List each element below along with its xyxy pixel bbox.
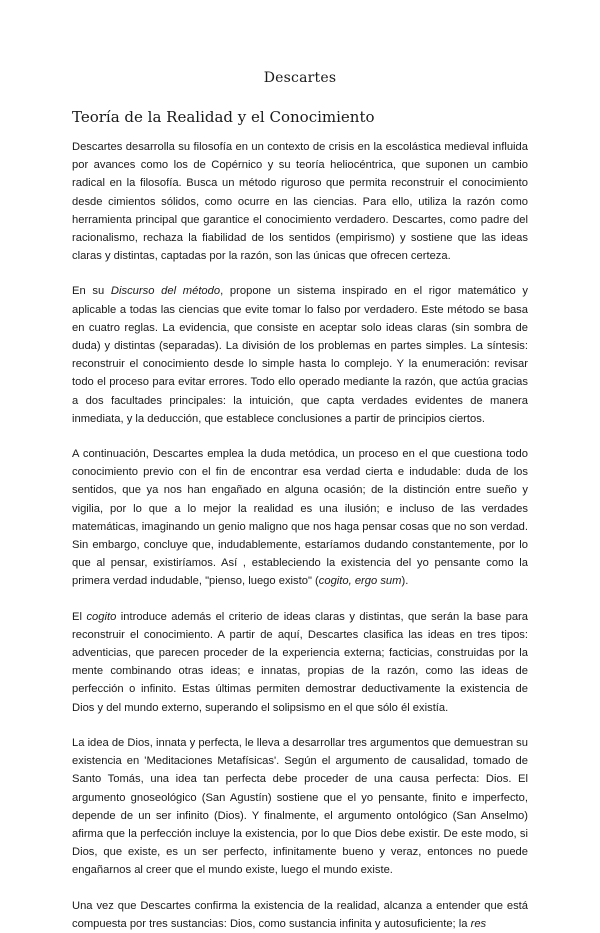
paragraph-cogito [72,608,528,717]
document-title: Descartes [263,70,337,86]
paragraph-doubt [72,445,528,591]
paragraph-text: En su [72,285,111,298]
paragraph-text: La idea de Dios, innata y perfecta, le lleva a desarrollar tres argumentos que demuestran su existencia en 'Meditaciones Metafísicas'. Según el argumento de causalidad, tomado de Santo Tomás, una idea tan perfecta debe proceder de una causa perfecta: Dios. El argumento gnoseológico (San Agustín) sostiene que el yo pensante, finito e imperfecto, depende de un ser infinito (Dios). Y finalmente, el argumento ontológico (San Anselmo) afirma que la perfección incluye la existencia, por lo que Dios debe existir. De este modo, si Dios, que existe, es un ser perfecto, infinitamente bueno y veraz, entonces no puede engañarnos al creer que el mundo existe, luego el mundo existe. [72,736,528,877]
paragraph-text: Descartes desarrolla su filosofía en un contexto de crisis en la escolástica medieval influida por avances como los de Copérnico y su teoría heliocéntrica, que suponen un cambio radical en la filosofía. Busca un método riguroso que permita reconstruir el conocimiento desde cimientos sólidos, como ocurre en las ciencias. Para ello, utiliza la razón como herramienta principal que garantice el conocimiento verdadero. Descartes, como padre del racionalismo, rechaza la fiabilidad de los sentidos (empirismo) y sostiene que las ideas claras y distintas, captadas por la razón, son las únicas que ofrecen certeza. [72,141,528,263]
paragraph-god [72,734,528,880]
latin-term: cogito [86,610,117,623]
document-body [72,138,528,933]
paragraph-method [72,282,528,428]
paragraph-text: El [72,610,87,623]
paragraph-text: introduce además el criterio de ideas claras y distintas, que serán la base para reconstruir el conocimiento. A partir de aquí, Descartes clasifica las ideas en tres tipos: adventicias, que parecen proceder de la experiencia externa; facticias, construidas por la mente combinando otras ideas; e innatas, propias de la razón, como las ideas de perfección o infinito. Estas últimas permiten demostrar deductivamente la existencia de Dios y del mundo externo, superando el solipsismo en el que sólo él existía. [72,610,528,714]
paragraph-text: Una vez que Descartes confirma la existencia de la realidad, alcanza a entender que está compuesta por tres sustancias: Dios, como sustancia infinita y autosuficiente; la [72,899,528,930]
paragraph-text: , propone un sistema inspirado en el rigor matemático y aplicable a todas las ciencias que evite tomar lo falso por verdadero. Este método se basa en cuatro reglas. La evidencia, que consiste en aceptar solo ideas claras (sin sombra de duda) y distintas (separadas). La división de los problemas en partes simples. La síntesis: reconstruir el conocimiento desde lo simple hasta lo complejo. Y la enumeración: revisar todo el proceso para evitar errores. Todo ello operado mediante la razón, que actúa gracias a dos facultades principales: la intuición, que capta verdades evidentes de manera inmediata, y la deducción, que establece conclusiones a partir de principios ciertos. [72,285,528,425]
latin-phrase: cogito, ergo sum [318,575,402,588]
book-title: Discurso del método [110,285,221,298]
paragraph-text: A continuación, Descartes emplea la duda metódica, un proceso en el que cuestiona todo conocimiento previo con el fin de encontrar esa verdad cierta e indudable: duda de los sentidos, que ya nos han engañado en alguna ocasión; de la distinción entre sueño y vigilia, por lo que a lo mejor la realidad es una ilusión; e incluso de las verdades matemáticas, imaginando un genio maligno que nos haga pensar cosas que no son verdad. Sin embargo, concluye que, indudablemente, estaríamos dudando constantemente, por lo que al pensar, existiríamos. Así , estableciendo la existencia del yo pensante como la primera verdad indudable, "pienso, luego existo" ( [72,448,528,588]
latin-term: res [470,917,487,930]
paragraph-substances [72,897,528,933]
paragraph-text: ). [401,575,409,588]
section-heading: Teoría de la Realidad y el Conocimiento [72,108,375,126]
paragraph-context [72,138,528,265]
